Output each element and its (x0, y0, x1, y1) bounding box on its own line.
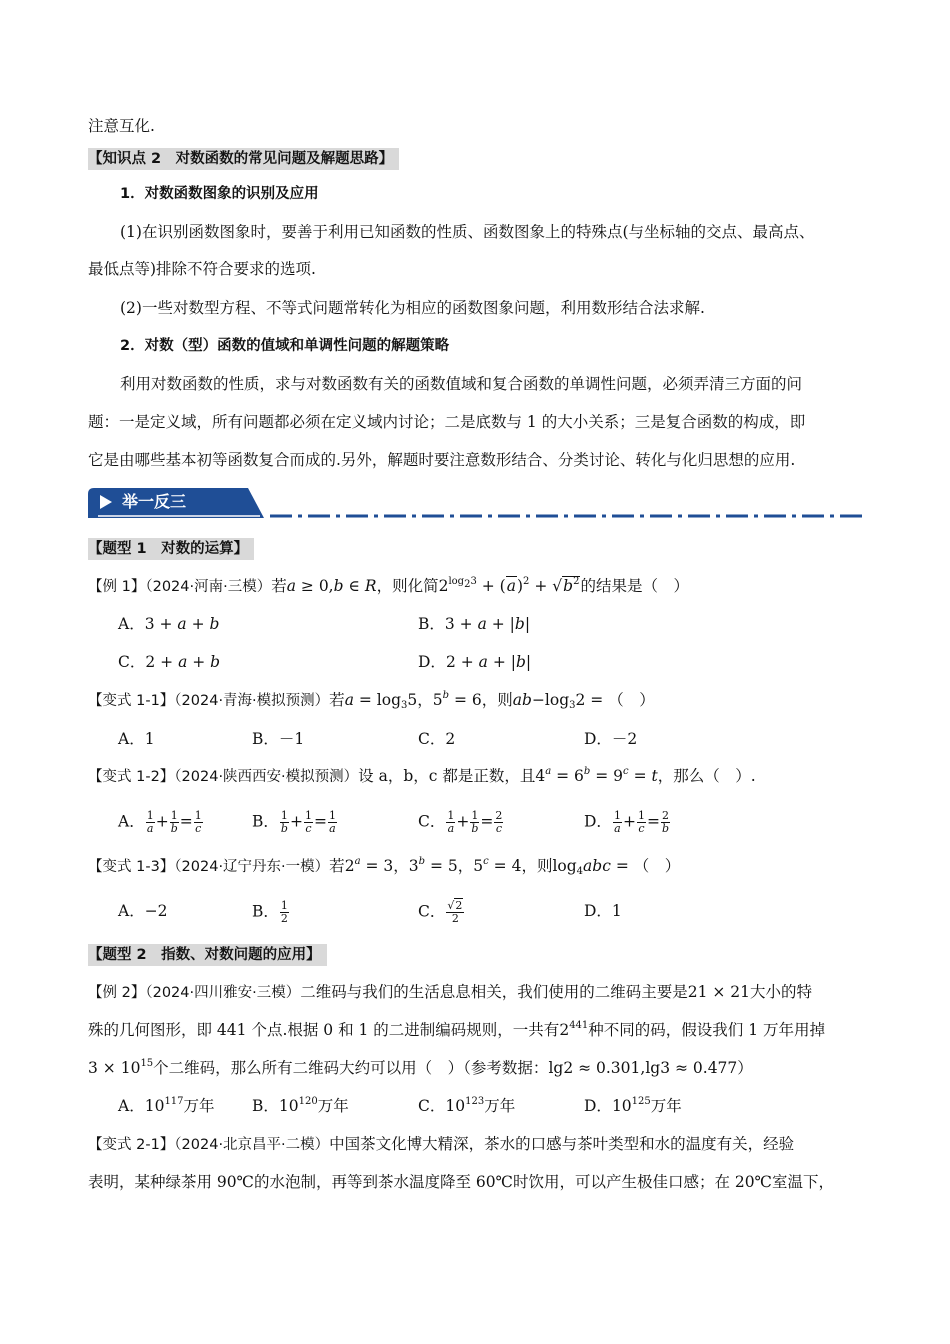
type2-header: 【题型 2 指数、对数问题的应用】 (88, 944, 327, 966)
section1-title: 1．对数函数图象的识别及应用 (120, 186, 319, 202)
v12-option-d: D． $\frac{1}{a}$ + $\frac{1}{c}$ = $\frac{2}{b}$ (584, 809, 669, 835)
section1-para1-line1: (1)在识别函数图象时，要善于利用已知函数的性质、函数图象上的特殊点(与坐标轴的交点、最高点、 (120, 223, 815, 241)
section2-title: 2．对数（型）函数的值域和单调性问题的解题策略 (120, 338, 450, 354)
v12-option-b: B． $\frac{1}{b}$ + $\frac{1}{c}$ = $\frac{1}{a}$ (252, 809, 336, 835)
variant1-3-question: 【变式 1-3】（2024·辽宁丹东·一模）若$2^a = 3$，$3^b = 5$，$5^c = 4$，则$\log_4abc$ = （ ） (88, 856, 681, 877)
variant1-2-question: 【变式 1-2】（2024·陕西西安·模拟预测）设 a，b，c 都是正数，且$4^a = 6^b = 9^c = t$，那么（ ）. (88, 766, 756, 785)
ex2-option-a: A．$10^{117}$万年 (118, 1096, 215, 1115)
v11-option-b: B．－1 (252, 730, 305, 748)
v11-option-a: A．1 (118, 730, 155, 748)
example1-question: 【例 1】（2024·河南·三模）若a ≥ 0,b ∈ R，则化简$2^{log_23} + (a)^2 + √b^2$的结果是（ ） (88, 576, 689, 595)
ex1-option-d: D．2 + a + |b| (418, 653, 532, 671)
example2-line2: 殊的几何图形，即 441 个点.根据 0 和 1 的二进制编码规则，一共有$2^{441}$种不同的码，假设我们 1 万年用掉 (88, 1020, 825, 1039)
v13-option-b: B． $\frac{1}{2}$ (252, 899, 288, 925)
section1-para1-line2: 最低点等)排除不符合要求的选项. (88, 260, 316, 278)
ex2-option-d: D．$10^{125}$万年 (584, 1096, 682, 1115)
v12-option-c: C． $\frac{1}{a}$ + $\frac{1}{b}$ = $\frac{2}{c}$ (418, 809, 503, 835)
section2-para-line1: 利用对数函数的性质，求与对数函数有关的函数值域和复合函数的单调性问题，必须弄清三方面的问 (120, 375, 803, 393)
section2-para-line3: 它是由哪些基本初等函数复合而成的.另外，解题时要注意数形结合、分类讨论、转化与化归思想的应用. (88, 451, 796, 469)
banner-dash-line (270, 514, 862, 518)
v12-option-a: A． $\frac{1}{a}$ + $\frac{1}{b}$ = $\frac{1}{c}$ (118, 809, 202, 835)
v13-option-d: D．1 (584, 902, 622, 920)
v13-option-a: A．−2 (118, 902, 168, 920)
ex1-option-b: B．3 + a + |b| (418, 615, 531, 633)
example2-line3: $3 \times 10^{15}$个二维码，那么所有二维码大约可以用（ ）（参考数据：lg2 ≈ 0.301,lg3 ≈ 0.477） (88, 1058, 753, 1077)
variant1-1-question: 【变式 1-1】（2024·青海·模拟预测）若$a = \log_35$，$5^b = 6$，则$ab-\log_32$ = （ ） (88, 690, 655, 711)
v13-option-c: C． $\frac{√2}{2}$ (418, 899, 463, 925)
ex2-option-c: C．$10^{123}$万年 (418, 1096, 516, 1115)
ex1-option-c: C．2 + a + b (118, 653, 221, 671)
v11-option-d: D．－2 (584, 730, 638, 748)
example2-line1: 【例 2】（2024·四川雅安·三模）二维码与我们的生活息息相关，我们使用的二维码主要是21 × 21大小的特 (88, 983, 813, 1001)
ex1-option-a: A．3 + a + b (118, 615, 220, 633)
intro-tail: 注意互化. (88, 117, 155, 135)
type1-header: 【题型 1 对数的运算】 (88, 538, 254, 560)
section1-para2: (2)一些对数型方程、不等式问题常转化为相应的函数图象问题，利用数形结合法求解. (120, 299, 705, 317)
ex2-option-b: B．$10^{120}$万年 (252, 1096, 349, 1115)
variant2-1-line1: 【变式 2-1】（2024·北京昌平·二模）中国茶文化博大精深，茶水的口感与茶叶类型和水的温度有关，经验 (88, 1135, 795, 1153)
banner-label: 举一反三 (122, 492, 187, 511)
variant2-1-line2: 表明，某种绿茶用 90℃的水泡制，再等到茶水温度降至 60℃时饮用，可以产生极佳口感；在 20℃室温下， (88, 1173, 834, 1191)
v11-option-c: C．2 (418, 730, 456, 748)
banner-jyfs (88, 488, 264, 518)
section2-para-line2: 题：一是定义域，所有问题都必须在定义域内讨论；二是底数与 1 的大小关系；三是复合函数的构成，即 (88, 413, 806, 431)
knowledge2-header: 【知识点 2 对数函数的常见问题及解题思路】 (88, 148, 399, 170)
